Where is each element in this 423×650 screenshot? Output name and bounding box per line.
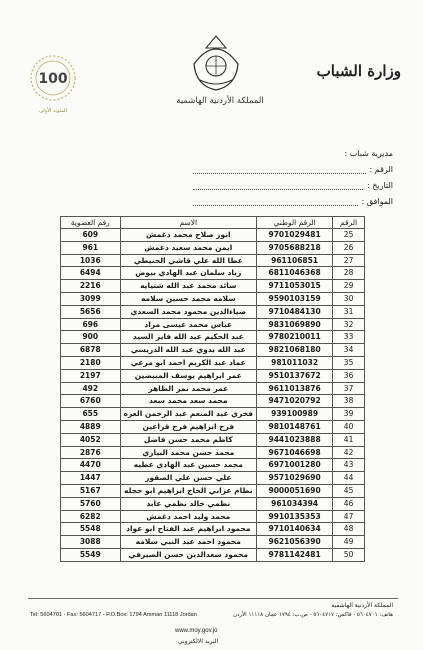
cell-seq: 47 — [333, 510, 365, 523]
cell-seq: 25 — [333, 229, 365, 242]
cell-name: محمود ابراهيم عبد الفتاح ابو عواد — [120, 523, 257, 536]
number-label: الرقم : — [369, 164, 393, 174]
date-blank — [193, 181, 363, 190]
table-header-row — [61, 217, 365, 229]
cell-membership: 6878 — [61, 344, 121, 357]
cell-seq: 36 — [333, 369, 365, 382]
cell-seq: 45 — [333, 484, 365, 497]
date-field — [193, 177, 393, 193]
cell-seq: 27 — [333, 254, 365, 267]
header-name: الاسم — [120, 217, 257, 229]
table-row — [61, 305, 365, 318]
cell-name: محمد وليد احمد دغمش — [120, 510, 257, 523]
cell-name: كاظم محمد حسن فاضل — [120, 433, 257, 446]
table-row — [61, 484, 365, 497]
cell-membership: 5760 — [61, 497, 121, 510]
table-row — [61, 536, 365, 549]
kingdom-name: المملكة الأردنية الهاشمية — [176, 96, 264, 106]
table-row — [61, 472, 365, 485]
letter-meta — [193, 145, 393, 209]
cell-national-id: 9810148761 — [257, 420, 333, 433]
cell-seq: 37 — [333, 382, 365, 395]
cell-seq: 30 — [333, 292, 365, 305]
ministry-title: وزارة الشباب — [316, 62, 401, 80]
cell-national-id: 961034394 — [257, 497, 333, 510]
cell-seq: 33 — [333, 331, 365, 344]
header-membership: رقم العضوية — [61, 217, 121, 229]
cell-name: فرح ابراهيم فرح قراعين — [120, 420, 257, 433]
table-row — [61, 433, 365, 446]
cell-seq: 42 — [333, 446, 365, 459]
table-row — [61, 280, 365, 293]
cell-membership: 5549 — [61, 548, 121, 561]
cell-national-id: 961106851 — [257, 254, 333, 267]
number-field — [193, 161, 393, 177]
cell-membership: 900 — [61, 331, 121, 344]
header-national-id: الرقم الوطني — [257, 217, 333, 229]
cell-seq: 41 — [333, 433, 365, 446]
cell-name: محمود احمد عبد النبي سلامه — [120, 536, 257, 549]
cell-seq: 38 — [333, 395, 365, 408]
cell-seq: 43 — [333, 459, 365, 472]
cell-national-id: 9471020792 — [257, 395, 333, 408]
cell-name: محمد سعد محمد سعد — [120, 395, 257, 408]
svg-text:100: 100 — [38, 71, 68, 87]
cell-name: عباس محمد عيسى مراد — [120, 318, 257, 331]
table-row — [61, 254, 365, 267]
cell-membership: 609 — [61, 229, 121, 242]
corresponding-field — [193, 193, 393, 209]
cell-national-id: 9781142481 — [257, 548, 333, 561]
cell-seq: 34 — [333, 344, 365, 357]
cell-name: محمود سعدالدين حسن الصيرفي — [120, 548, 257, 561]
cell-name: عماد عبد الكريم احمد ابو مرعي — [120, 356, 257, 369]
table-row — [61, 459, 365, 472]
cell-name: عبد الله بدوي عبد الله الدريسي — [120, 344, 257, 357]
cell-national-id: 9831069890 — [257, 318, 333, 331]
cell-name: علي حسن علي الصقور — [120, 472, 257, 485]
cell-national-id: 9910135353 — [257, 510, 333, 523]
table-row — [61, 523, 365, 536]
cell-seq: 39 — [333, 408, 365, 421]
cell-national-id: 9621056390 — [257, 536, 333, 549]
centenary-logo-icon — [24, 50, 82, 110]
footer-email-label: البريد الالكتروني — [178, 638, 219, 645]
table-row — [61, 497, 365, 510]
cell-national-id: 9701029481 — [257, 229, 333, 242]
corresponding-blank — [193, 197, 358, 206]
cell-national-id: 9710484130 — [257, 305, 333, 318]
cell-seq: 26 — [333, 241, 365, 254]
cell-seq: 31 — [333, 305, 365, 318]
cell-membership: 1447 — [61, 472, 121, 485]
cell-membership: 4052 — [61, 433, 121, 446]
table-row — [61, 356, 365, 369]
cell-name: نظام عزابي الحاج ابراهيم ابو حجله — [120, 484, 257, 497]
footer-arabic-contact: هاتف: ٥٦٠٤٧٠١ - فاكس: ٥٦٠٤٧١٧ - ص.ب: ١٧٩٤ عمان ١١١١٨ الأردن — [232, 612, 393, 618]
cell-name: محمد حسن محمد البياري — [120, 446, 257, 459]
cell-membership: 2876 — [61, 446, 121, 459]
cell-seq: 49 — [333, 536, 365, 549]
table-row — [61, 267, 365, 280]
cell-membership: 6494 — [61, 267, 121, 280]
cell-national-id: 9780210011 — [257, 331, 333, 344]
cell-national-id: 9000051690 — [257, 484, 333, 497]
cell-membership: 2216 — [61, 280, 121, 293]
cell-membership: 2180 — [61, 356, 121, 369]
corresponding-label: الموافق : — [361, 196, 393, 206]
cell-name: عبد الحكيم عبد الله فايز السيد — [120, 331, 257, 344]
cell-name: زياد سلمان عبد الهادي بيوض — [120, 267, 257, 280]
cell-membership: 4470 — [61, 459, 121, 472]
cell-national-id: 9821068180 — [257, 344, 333, 357]
cell-membership: 6760 — [61, 395, 121, 408]
cell-name: سائد محمد عبد الله شتيايه — [120, 280, 257, 293]
cell-name: عطا الله علي قاشي الحنيطي — [120, 254, 257, 267]
table-row — [61, 548, 365, 561]
header-seq: الرقم — [333, 217, 365, 229]
number-blank — [193, 165, 366, 174]
cell-national-id: 9710140634 — [257, 523, 333, 536]
cell-national-id: 9590103159 — [257, 292, 333, 305]
table-row — [61, 408, 365, 421]
cell-name: نظمي خالد نظمي عابد — [120, 497, 257, 510]
jordan-crest-icon — [186, 30, 246, 94]
cell-national-id: 6811046368 — [257, 267, 333, 280]
footer-divider — [28, 598, 398, 599]
table-row — [61, 331, 365, 344]
table-row — [61, 369, 365, 382]
cell-national-id: 9441023888 — [257, 433, 333, 446]
cell-national-id: 9671046698 — [257, 446, 333, 459]
cell-name: عمر ابراهيم يوسف المبيضين — [120, 369, 257, 382]
cell-national-id: 9611013876 — [257, 382, 333, 395]
cell-membership: 6282 — [61, 510, 121, 523]
cell-national-id: 9510137672 — [257, 369, 333, 382]
footer-website-link[interactable]: www.moy.gov.jo — [175, 628, 218, 634]
cell-national-id: 6971001280 — [257, 459, 333, 472]
directorate-label: مديرية شباب : — [344, 148, 393, 158]
cell-seq: 50 — [333, 548, 365, 561]
cell-membership: 5548 — [61, 523, 121, 536]
cell-membership: 2197 — [61, 369, 121, 382]
table-row — [61, 446, 365, 459]
table-row — [61, 318, 365, 331]
cell-name: سلامه محمد حسين سلامه — [120, 292, 257, 305]
table-row — [61, 382, 365, 395]
cell-membership: 3099 — [61, 292, 121, 305]
cell-seq: 40 — [333, 420, 365, 433]
table-row — [61, 510, 365, 523]
table-row — [61, 229, 365, 242]
cell-national-id: 9711053015 — [257, 280, 333, 293]
cell-seq: 48 — [333, 523, 365, 536]
cell-membership: 492 — [61, 382, 121, 395]
footer-english-contact: Tel: 5604701 - Fax: 5604717 - P.O.Box: 1794 Amman 11118 Jordan — [30, 612, 197, 618]
cell-name: فخري عبد المنعم عبد الرحمن العزه — [120, 408, 257, 421]
cell-seq: 29 — [333, 280, 365, 293]
table-row — [61, 241, 365, 254]
table-row — [61, 292, 365, 305]
cell-membership: 1036 — [61, 254, 121, 267]
cell-seq: 28 — [333, 267, 365, 280]
cell-membership: 696 — [61, 318, 121, 331]
table-row — [61, 420, 365, 433]
cell-membership: 3088 — [61, 536, 121, 549]
date-label: التاريخ : — [366, 180, 393, 190]
cell-national-id: 939100989 — [257, 408, 333, 421]
cell-name: عمر محمد نمر الظاهر — [120, 382, 257, 395]
cell-national-id: 981011032 — [257, 356, 333, 369]
cell-seq: 44 — [333, 472, 365, 485]
cell-seq: 46 — [333, 497, 365, 510]
cell-name: انور صلاح محمد دغمش — [120, 229, 257, 242]
cell-name: ايمن محمد سعيد دغمش — [120, 241, 257, 254]
cell-seq: 32 — [333, 318, 365, 331]
cell-seq: 35 — [333, 356, 365, 369]
table-row — [61, 344, 365, 357]
centenary-caption: المئوية الأولى — [39, 108, 67, 114]
cell-membership: 961 — [61, 241, 121, 254]
members-table — [60, 216, 365, 562]
directorate-field — [193, 145, 393, 161]
footer-kingdom: المملكة الأردنية الهاشمية — [331, 602, 393, 609]
cell-membership: 5656 — [61, 305, 121, 318]
cell-membership: 5167 — [61, 484, 121, 497]
cell-membership: 655 — [61, 408, 121, 421]
cell-membership: 4889 — [61, 420, 121, 433]
table-row — [61, 395, 365, 408]
cell-name: ضياءالدين محمود محمد السعدي — [120, 305, 257, 318]
cell-name: محمد حسين عبد الهادي عطيه — [120, 459, 257, 472]
cell-national-id: 9705688218 — [257, 241, 333, 254]
cell-national-id: 9571029690 — [257, 472, 333, 485]
